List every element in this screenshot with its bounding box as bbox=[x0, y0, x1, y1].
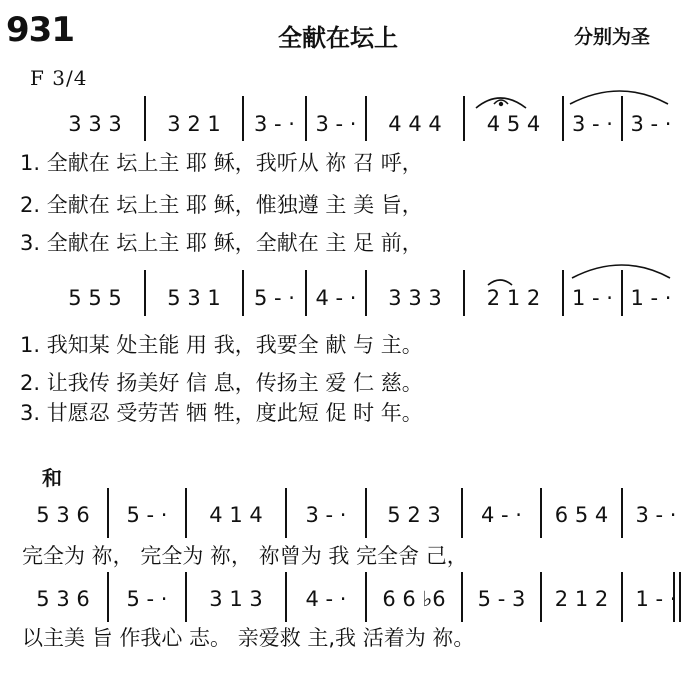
fermata-dot bbox=[499, 102, 503, 106]
hymn-number: 931 bbox=[6, 10, 74, 50]
measure-notes: 3 - · bbox=[635, 503, 677, 527]
measure-notes: 5 - · bbox=[254, 286, 295, 310]
measure-notes: 5 - · bbox=[126, 587, 168, 611]
tie-mark bbox=[570, 91, 668, 104]
measure-notes: 3 2 1 bbox=[167, 112, 221, 136]
lyric-line: 3. 甘愿忍 受劳苦 牺 牲，度此短 促 时 年。 bbox=[20, 401, 423, 425]
lyric-line: 1. 我知某 处主能 用 我，我要全 献 与 主。 bbox=[20, 333, 423, 357]
measure-notes: 5 - 3 bbox=[477, 587, 526, 611]
measure-notes: 6 5 4 bbox=[554, 503, 609, 527]
measure-notes: 3 - · bbox=[305, 503, 347, 527]
measure-notes: 4 4 4 bbox=[388, 112, 442, 136]
refrain-marker: 和 bbox=[42, 466, 62, 490]
measure-notes: 5 3 6 bbox=[36, 587, 90, 611]
hymn-category: 分别为圣 bbox=[574, 26, 651, 48]
measure-notes: 2 1 2 bbox=[554, 587, 609, 611]
measure-notes: 4 - · bbox=[481, 503, 522, 527]
measure-notes: 1 - · bbox=[572, 286, 613, 310]
measure-notes: 3 - · bbox=[315, 112, 357, 136]
measure-notes: 3 3 3 bbox=[68, 112, 122, 136]
measure-notes: 1 - · bbox=[635, 587, 677, 611]
slur-mark bbox=[488, 280, 512, 285]
measure-notes: 4 5 4 bbox=[486, 112, 541, 136]
measure-notes: 1 - · bbox=[630, 286, 672, 310]
measure-notes: 3 - · bbox=[630, 112, 672, 136]
measure-notes: 5 5 5 bbox=[68, 286, 122, 310]
lyric-line: 以主美 旨 作我心 志。 亲爱救 主,我 活着为 祢。 bbox=[22, 626, 475, 650]
lyric-line: 1. 全献在 坛上主 耶 稣，我听从 祢 召 呼， bbox=[20, 151, 423, 175]
measure-notes: 5 - · bbox=[126, 503, 168, 527]
measure-notes: 5 2 3 bbox=[387, 503, 441, 527]
measure-notes: 4 - · bbox=[315, 286, 357, 310]
measure-notes: 4 - · bbox=[305, 587, 347, 611]
lyric-line: 3. 全献在 坛上主 耶 稣，全献在 主 足 前， bbox=[20, 231, 423, 255]
hymn-title: 全献在坛上 bbox=[278, 24, 398, 52]
measure-notes: 6 6 ♭6 bbox=[382, 587, 446, 611]
measure-notes: 3 - · bbox=[254, 112, 295, 136]
measure-notes: 5 3 1 bbox=[167, 286, 221, 310]
measure-notes: 3 - · bbox=[572, 112, 613, 136]
measure-notes: 3 1 3 bbox=[209, 587, 263, 611]
lyric-line: 2. 让我传 扬美好 信 息，传扬主 爱 仁 慈。 bbox=[20, 371, 423, 395]
measure-notes: 2 1 2 bbox=[486, 286, 541, 310]
measure-notes: 5 3 6 bbox=[36, 503, 90, 527]
lyric-line: 2. 全献在 坛上主 耶 稣，惟独遵 主 美 旨， bbox=[20, 193, 423, 217]
key-signature: F 3/4 bbox=[30, 66, 88, 90]
measure-notes: 3 3 3 bbox=[388, 286, 442, 310]
lyric-line: 完全为 祢， 完全为 祢， 祢曾为 我 完全舍 己， bbox=[22, 544, 468, 568]
measure-notes: 4 1 4 bbox=[209, 503, 263, 527]
